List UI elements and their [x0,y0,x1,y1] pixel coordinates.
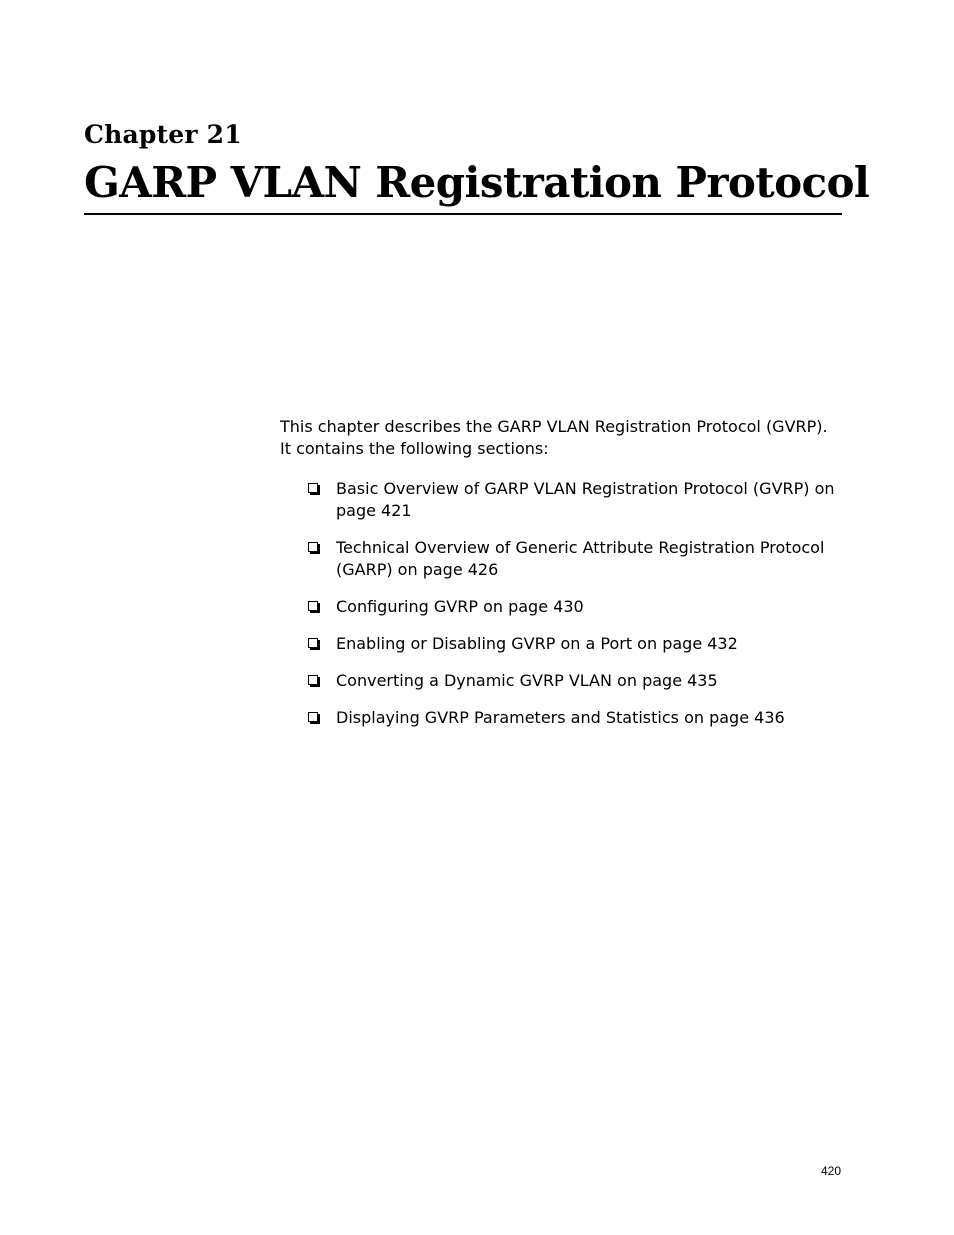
checkbox-bullet-icon [308,483,318,493]
checkbox-bullet-icon [308,542,318,552]
list-item [307,670,847,692]
list-item [307,478,847,522]
section-link-text[interactable]: Converting a Dynamic GVRP VLAN on page 435 [336,671,718,690]
list-item [307,537,847,581]
chapter-title: GARP VLAN Registration Protocol [84,158,870,207]
page-number: 420 [820,1164,841,1178]
checkbox-bullet-icon [308,601,318,611]
section-link-text[interactable]: Enabling or Disabling GVRP on a Port on page 432 [336,634,738,653]
checkbox-bullet-icon [308,638,318,648]
chapter-label: Chapter 21 [84,120,242,149]
list-item [307,633,847,655]
section-list [307,478,847,744]
section-link-text[interactable]: Basic Overview of GARP VLAN Registration Protocol (GVRP) on page 421 [336,479,835,520]
list-item [307,596,847,618]
section-link-text[interactable]: Technical Overview of Generic Attribute Registration Protocol (GARP) on page 426 [336,538,825,579]
checkbox-bullet-icon [308,712,318,722]
list-item [307,707,847,729]
title-divider [84,213,842,215]
section-link-text[interactable]: Configuring GVRP on page 430 [336,597,584,616]
intro-paragraph: This chapter describes the GARP VLAN Registration Protocol (GVRP). It contains the following sections: [280,417,828,458]
checkbox-bullet-icon [308,675,318,685]
section-link-text[interactable]: Displaying GVRP Parameters and Statistics on page 436 [336,708,785,727]
